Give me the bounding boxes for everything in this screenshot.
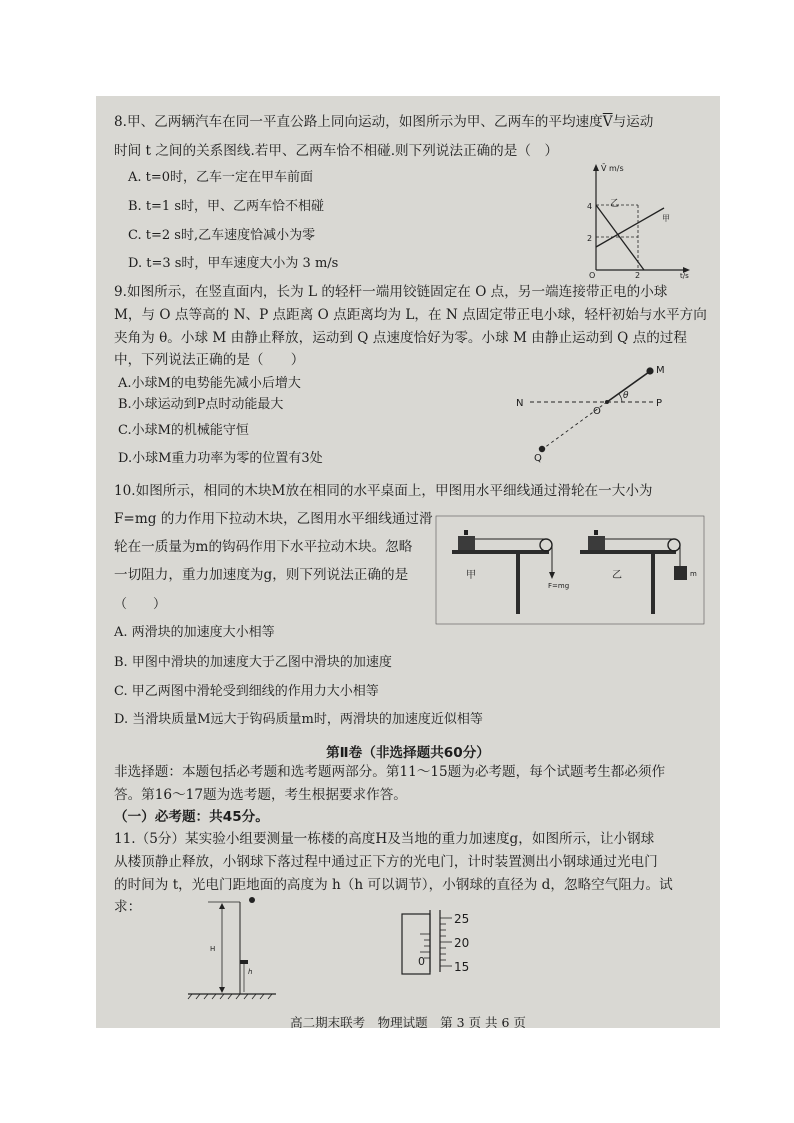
q11-scale-25: 25 (454, 912, 470, 926)
q10-option-b: B. 甲图中滑块的加速度大于乙图中滑块的加速度 (114, 655, 392, 670)
exam-page (96, 96, 720, 1028)
q8-velocity-graph (586, 162, 696, 278)
q8-graph-y-tick-2: 2 (587, 234, 593, 243)
page-footer: 高二期末联考 物理试题 第 3 页 共 6 页 (290, 1015, 526, 1028)
q8-graph-y-label: V̄ m/s (601, 164, 624, 173)
q9-stem-line-4: 中，下列说法正确的是（ ） (114, 352, 305, 368)
q8-stem-line-2: 时间 t 之间的关系图线.若甲、乙两车恰不相碰.则下列说法正确的是（ ） (114, 143, 559, 159)
q10-label-hook-mass: m (690, 570, 697, 578)
q8-graph-series-jia: 甲 (662, 214, 670, 223)
q8-stem-line-1: 8.甲、乙两辆汽车在同一平直公路上同向运动，如图所示为甲、乙两车的平均速度$\overline{V}$与运动 (114, 114, 654, 130)
q8-graph-origin: O (589, 271, 596, 280)
q8-graph-y-tick-4: 4 (587, 202, 593, 211)
q11-scale-0: 0 (418, 955, 425, 968)
q8-graph-x-tick-2: 2 (635, 271, 641, 280)
q10-stem-line-4: 一切阻力，重力加速度为g，则下列说法正确的是 (114, 567, 409, 583)
q9-label-q: Q (534, 453, 542, 464)
q11-building-figure (184, 896, 280, 1000)
part2-section-heading: （一）必考题：共45分。 (114, 809, 269, 825)
q9-option-b: B.小球运动到P点时动能最大 (118, 397, 284, 412)
q9-label-n: N (516, 398, 524, 409)
q11-stem-line-3: 的时间为 t，光电门距地面的高度为 h（h 可以调节），小钢球的直径为 d，忽略空气阻力。试 (114, 877, 673, 893)
q11-stem-line-4: 求： (114, 899, 142, 915)
part2-intro-line-2: 答。第16～17题为选考题，考生根据要求作答。 (114, 787, 407, 803)
q11-label-H: H (210, 945, 216, 953)
q9-option-c: C.小球M的机械能守恒 (118, 423, 249, 438)
q8-graph-series-yi: 乙 (610, 199, 620, 209)
q11-vernier-figure (400, 908, 490, 978)
q9-option-d: D.小球M重力功率为零的位置有3处 (118, 451, 323, 466)
part2-intro-line-1: 非选择题：本题包括必考题和选考题两部分。第11～15题为必考题，每个试题考生都必须作 (114, 764, 666, 780)
q9-label-o: O (593, 406, 601, 417)
q8-graph-x-label: t/s (680, 272, 689, 280)
q8-option-a: A. t=0时，乙车一定在甲车前面 (128, 170, 314, 185)
q8-option-b: B. t=1 s时，甲、乙两车恰不相碰 (128, 199, 325, 214)
q11-stem-line-1: 11.（5分）某实验小组要测量一栋楼的高度H及当地的重力加速度g，如图所示，让小钢球 (114, 831, 655, 847)
q11-scale-15: 15 (454, 960, 470, 974)
q9-label-p: P (656, 398, 663, 409)
q10-label-force: F=mg (548, 582, 570, 590)
q11-label-h: h (248, 968, 253, 976)
q9-label-theta: θ (623, 391, 629, 401)
q10-pulley-figure (436, 516, 704, 624)
q10-stem-line-2: F=mg 的力作用下拉动木块，乙图用水平细线通过滑 (114, 511, 433, 527)
q9-option-a: A.小球M的电势能先减小后增大 (118, 376, 301, 391)
q10-option-d: D. 当滑块质量M远大于钩码质量m时，两滑块的加速度近似相等 (114, 712, 483, 727)
q8-option-d: D. t=3 s时，甲车速度大小为 3 m/s (128, 256, 339, 271)
q10-option-c: C. 甲乙两图中滑轮受到细线的作用力大小相等 (114, 684, 379, 699)
q10-stem-line-5: （ ） (114, 597, 167, 612)
q11-stem-line-2: 从楼顶静止释放，小钢球下落过程中通过正下方的光电门，计时装置测出小钢球通过光电门 (114, 854, 658, 870)
q10-label-jia: 甲 (466, 570, 476, 581)
q9-rod-figure (506, 358, 676, 462)
q10-stem-line-1: 10.如图所示，相同的木块M放在相同的水平桌面上，甲图用水平细线通过滑轮在一大小为 (114, 483, 653, 499)
q9-stem-line-1: 9.如图所示，在竖直面内，长为 L 的轻杆一端用铰链固定在 O 点，另一端连接带正电的小球 (114, 284, 668, 300)
q10-label-yi: 乙 (612, 570, 622, 581)
q11-scale-20: 20 (454, 936, 470, 950)
q10-stem-line-3: 轮在一质量为m的钩码作用下水平拉动木块。忽略 (114, 539, 413, 555)
q9-stem-line-3: 夹角为 θ。小球 M 由静止释放，运动到 Q 点速度恰好为零。小球 M 由静止运动到 Q 点的过程 (114, 330, 687, 346)
q9-stem-line-2: M，与 O 点等高的 N、P 点距离 O 点距离均为 L，在 N 点固定带正电小球，轻杆初始与水平方向 (114, 307, 707, 323)
q8-option-c: C. t=2 s时,乙车速度恰减小为零 (128, 228, 316, 243)
q10-option-a: A. 两滑块的加速度大小相等 (114, 625, 275, 640)
q9-label-m: M (656, 365, 665, 376)
part2-title: 第Ⅱ卷（非选择题共60分） (326, 745, 490, 761)
